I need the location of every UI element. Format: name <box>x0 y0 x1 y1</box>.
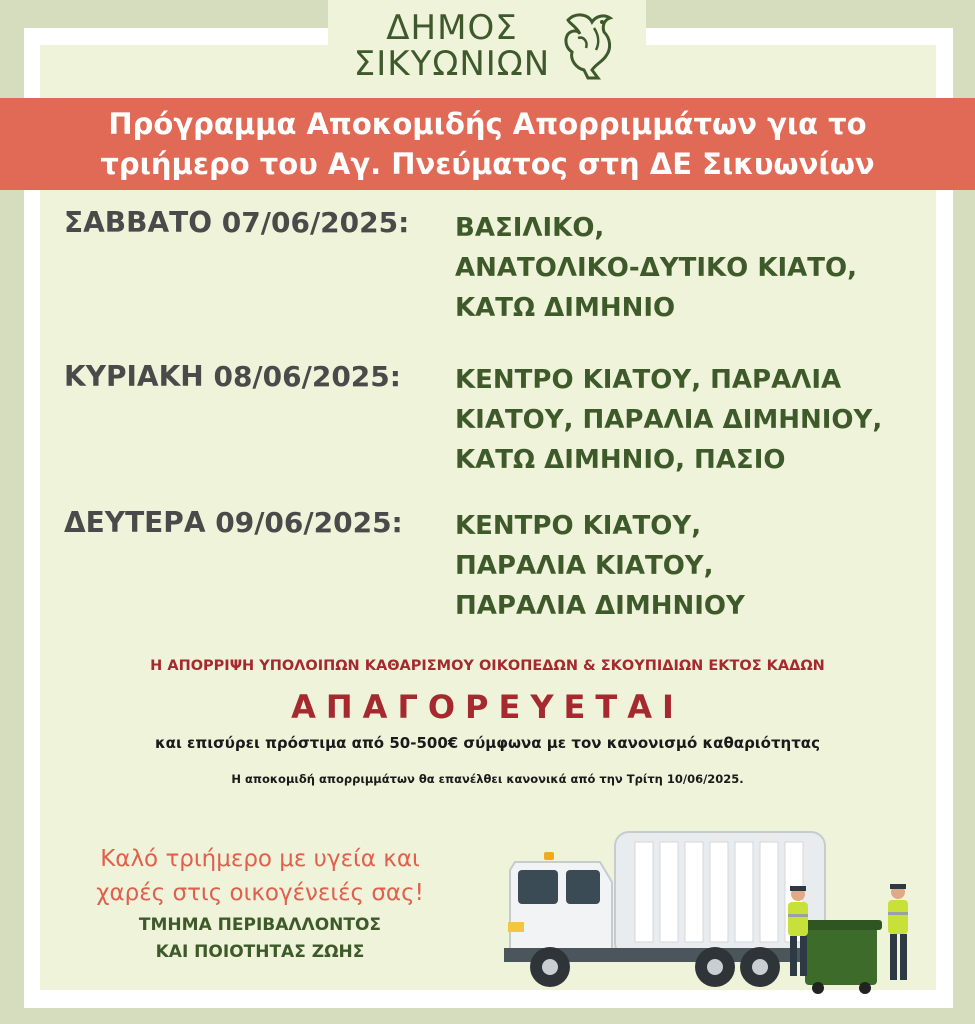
municipality-logo <box>328 0 646 92</box>
logo-line-1: ΔΗΜΟΣ <box>386 8 518 48</box>
day-sunday: ΚΥΡΙΑΚΗ 08/06/2025: <box>64 360 401 393</box>
logo-line-2: ΣΙΚΥΩΝΙΩΝ <box>353 44 551 84</box>
area-line: ΚΑΤΩ ΔΙΜΗΝΙΟ, ΠΑΣΙΟ <box>455 445 786 475</box>
disposal-warning: Η ΑΠΟΡΡΙΨΗ ΥΠΟΛΟΙΠΩΝ ΚΑΘΑΡΙΣΜΟΥ ΟΙΚΟΠΕΔΩΝ & ΣΚΟΥΠΙΔΙΩΝ ΕΚΤΟΣ ΚΑΔΩΝ <box>150 658 825 674</box>
greeting-line-2: χαρές στις οικογένειές σας! <box>96 880 424 906</box>
area-line: ΚΕΝΤΡΟ ΚΙΑΤΟΥ, ΠΑΡΑΛΙΑ <box>455 365 842 395</box>
greeting-line-1: Καλό τριήμερο με υγεία και <box>100 846 420 872</box>
area-line: ΠΑΡΑΛΙΑ ΚΙΑΤΟΥ, <box>455 551 714 581</box>
area-line: ΒΑΣΙΛΙΚΟ, <box>455 213 605 243</box>
department-line-2: ΚΑΙ ΠΟΙΟΤΗΤΑΣ ΖΩΗΣ <box>155 942 365 962</box>
area-line: ΠΑΡΑΛΙΑ ΔΙΜΗΝΙΟΥ <box>455 591 745 621</box>
day-saturday: ΣΑΒΒΑΤΟ 07/06/2025: <box>64 206 410 239</box>
area-line: ΑΝΑΤΟΛΙΚΟ-ΔΥΤΙΚΟ ΚΙΑΤΟ, <box>455 253 857 283</box>
garbage-truck-illustration <box>500 822 930 997</box>
title-line-2: τριήμερο του Αγ. Πνεύματος στη ΔΕ Σικυωνίων <box>100 147 875 181</box>
area-line: ΚΙΑΤΟΥ, ΠΑΡΑΛΙΑ ΔΙΜΗΝΙΟΥ, <box>455 405 883 435</box>
department-line-1: ΤΜΗΜΑ ΠΕΡΙΒΑΛΛΟΝΤΟΣ <box>138 915 382 935</box>
griffin-emblem-icon <box>558 8 620 84</box>
area-line: ΚΕΝΤΡΟ ΚΙΑΤΟΥ, <box>455 511 702 541</box>
forbidden-heading: ΑΠΑΓΟΡΕΥΕΤΑΙ <box>291 688 684 726</box>
areas-sunday <box>455 360 882 480</box>
areas-saturday <box>455 208 857 328</box>
title-line-1: Πρόγραμμα Αποκομιδής Απορριμμάτων για το <box>108 107 867 141</box>
title-banner <box>0 98 975 190</box>
day-monday: ΔΕΥΤΕΡΑ 09/06/2025: <box>64 506 403 539</box>
fine-notice: και επισύρει πρόστιμα από 50-500€ σύμφωνα με τον κανονισμό καθαριότητας <box>155 734 820 752</box>
areas-monday <box>455 506 745 626</box>
area-line: ΚΑΤΩ ΔΙΜΗΝΙΟ <box>455 293 676 323</box>
logo-text <box>354 10 550 82</box>
greeting <box>50 842 470 910</box>
resume-notice: Η αποκομιδή απορριμμάτων θα επανέλθει κανονικά από την Τρίτη 10/06/2025. <box>231 772 744 786</box>
department-name <box>50 912 470 966</box>
